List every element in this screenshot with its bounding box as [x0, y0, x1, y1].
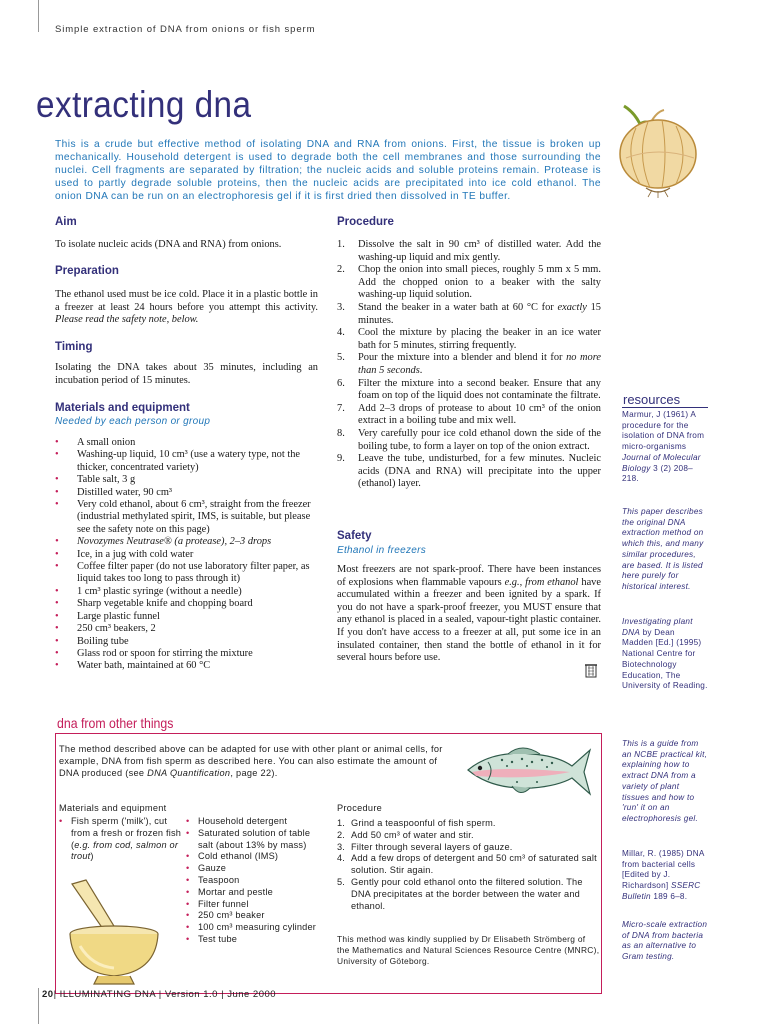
procedure-step [337, 842, 599, 854]
resource-note-text: This paper describes the original DNA extraction method on which this, and many similar procedures, are based. It is listed here purely for historical interest. [622, 507, 704, 591]
step-number: 1. [337, 818, 346, 828]
preparation-text [55, 289, 318, 327]
step-number: 3. [337, 301, 345, 313]
list-item: • Coffee filter paper (do not use laboratory filter paper, as liquid takes too long to pass through it) [55, 561, 320, 586]
preparation-safety-note: Please read the safety note, below. [55, 314, 199, 326]
box-intro [59, 744, 447, 779]
step-text: Leave the tube, undisturbed, for a few minutes. Nucleic acids (DNA and RNA) will precipitate into the upper (ethanol) layer. [358, 453, 601, 490]
box-intro-emphasis: DNA Quantification [147, 767, 231, 778]
step-number: 7. [337, 402, 345, 414]
safety-heading: Safety [337, 530, 372, 542]
box-procedure-list [337, 818, 599, 912]
procedure-step [337, 378, 601, 403]
procedure-step [337, 264, 601, 302]
step-text: Very carefully pour ice cold ethanol down the side of the boiling tube, to form a layer on top of the onion extract. [358, 427, 601, 452]
resources-rule [622, 407, 708, 408]
safety-text-part: have accumulated within a freezer and been ignited by a spark. If you do not have a spark-proof freezer, you MUST ensure that any ethanol is placed in a sealed, vapour-tight plastic container. If you don't have access to a freezer at all, put some ice in an insulated container, then stand the bottle of ethanol in it for several hours before use. [337, 576, 601, 664]
procedure-step [337, 403, 601, 428]
resource-journal: SSERC Bulletin [622, 881, 701, 901]
list-item: • Filter funnel [186, 899, 326, 911]
step-number: 5. [337, 352, 345, 364]
materials-heading: Materials and equipment [55, 402, 190, 414]
procedure-step [337, 877, 599, 912]
timing-heading: Timing [55, 341, 93, 353]
materials-list [55, 437, 320, 673]
list-item: • Mortar and pestle [186, 887, 326, 899]
list-item [55, 536, 320, 548]
list-item [59, 816, 183, 863]
step-number: 5. [337, 876, 346, 887]
step-text: Cool the mixture by placing the beaker in an ice water bath for 5 minutes, stirring frequently. [358, 327, 601, 351]
procedure-step [337, 302, 601, 327]
list-item: • Water bath, maintained at 60 °C [55, 660, 320, 672]
list-item: • Large plastic funnel [55, 611, 320, 623]
preparation-body: The ethanol used must be ice cold. Place it in a plastic bottle in a freezer at least 24 hours before you attempt this activity. [55, 289, 318, 313]
step-number: 8. [337, 427, 345, 439]
list-item: • 250 cm³ beaker [186, 910, 326, 922]
step-number: 1. [337, 239, 345, 250]
procedure-step [337, 327, 601, 352]
resource-note [622, 739, 708, 825]
procedure-step [337, 853, 599, 877]
aim-text: To isolate nucleic acids (DNA and RNA) from onions. [55, 239, 282, 250]
step-emphasis: no more than 5 seconds [358, 352, 601, 376]
list-item: • 1 cm³ plastic syringe (without a needle) [55, 586, 320, 598]
procedure-step [337, 818, 599, 830]
list-item: • Glass rod or spoon for stirring the mixture [55, 648, 320, 660]
resource-text: Millar, R. (1985) DNA from bacterial cells [Edited by J. Richardson] [622, 849, 705, 891]
resource-note-text: This is a guide from an NCBE practical kit, explaining how to extract DNA from a variety of plant tissues and how to 'run' it on an electrophoresis gel. [622, 739, 708, 823]
list-item: • Ice, in a jug with cold water [55, 549, 320, 561]
list-item: • Table salt, 3 g [55, 474, 320, 486]
resource-journal: Journal of Molecular Biology [622, 452, 701, 473]
safety-text [337, 564, 601, 665]
box-credit: This method was kindly supplied by Dr Elisabeth Strömberg of the Mathematics and Natural Sciences Resource Centre (MNRC), University of Göteborg. [337, 934, 600, 966]
step-number: 3. [337, 841, 346, 852]
list-item: • 250 cm³ beakers, 2 [55, 623, 320, 635]
step-text: Add 50 cm³ of water and stir. [351, 829, 474, 840]
step-text: Grind a teaspoonful of fish sperm. [351, 818, 496, 828]
list-item: • Distilled water, 90 cm³ [55, 487, 320, 499]
preparation-heading: Preparation [55, 265, 119, 277]
step-text-end: 15 minutes. [358, 301, 601, 326]
fish-illustration [462, 736, 594, 804]
resource-entry [622, 849, 708, 903]
list-item-end: ) [90, 851, 94, 862]
safety-text-part: Most freezers are not spark-proof. There have been instances of explosions when flammable vapours [337, 564, 601, 588]
step-number: 4. [337, 853, 346, 864]
timing-text: Isolating the DNA takes about 35 minutes, including an incubation period of 15 minutes. [55, 362, 318, 386]
resource-note [622, 507, 708, 593]
footer-text: | ILLUMINATING DNA | Version 1.0 | June 2000 [53, 989, 277, 1000]
resource-note [622, 920, 708, 963]
margin-rule-top [38, 0, 39, 32]
step-text-end: . [419, 364, 423, 376]
step-text: Gently pour cold ethanol onto the filtered solution. The DNA precipitates at the border between the water and ethanol. [351, 876, 583, 911]
running-header: Simple extraction of DNA from onions or fish sperm [55, 24, 316, 35]
list-item: • 100 cm³ measuring cylinder [186, 922, 326, 934]
procedure-step [337, 239, 601, 264]
list-item: • Boiling tube [55, 636, 320, 648]
page-number: 20 [42, 989, 54, 1000]
box-intro-end: , page 22). [230, 767, 278, 778]
step-number: 4. [337, 327, 345, 339]
box-materials-list [186, 816, 326, 946]
mortar-pestle-illustration [62, 876, 162, 988]
step-text: Dissolve the salt in 90 cm³ of distilled water. Add the washing-up liquid and mix gently. [358, 239, 601, 263]
materials-subheading: Needed by each person or group [55, 416, 211, 427]
resource-text-end: 3 (2) 208–218. [622, 463, 693, 484]
procedure-heading: Procedure [337, 216, 394, 228]
step-emphasis: exactly [557, 301, 587, 313]
list-item-emphasis: e.g. from cod, salmon or trout [71, 839, 179, 862]
step-number: 2. [337, 264, 345, 276]
aim-heading: Aim [55, 216, 77, 228]
list-item: • Household detergent [186, 816, 326, 828]
step-text: Add a few drops of detergent and 50 cm³ of saturated salt solution. Stir again. [351, 853, 597, 876]
page-footer [42, 989, 276, 1000]
procedure-list [337, 239, 601, 491]
step-text: Pour the mixture into a blender and blend it for [358, 352, 563, 364]
safety-emphasis: e.g., from ethanol [504, 576, 579, 588]
resource-text: by Dean Madden [Ed.] (1995) National Centre for Biotechnology Education, The University of Reading. [622, 627, 708, 691]
list-item: • Cold ethanol (IMS) [186, 851, 326, 863]
margin-rule-bottom [38, 988, 39, 1024]
procedure-step [337, 428, 601, 453]
resource-entry [622, 617, 708, 692]
resource-text-end: 189 6–8. [653, 891, 688, 901]
procedure-step [337, 453, 601, 491]
box-materials-first [59, 816, 183, 863]
procedure-step [337, 830, 599, 842]
ice-container-icon [584, 662, 598, 678]
list-item-text: Novozymes Neutrase® (a protease), 2–3 drops [77, 536, 272, 548]
resource-note-text: Micro-scale extraction of DNA from bacteria as an alternative to Gram testing. [622, 920, 708, 962]
procedure-step [337, 352, 601, 377]
list-item: • Test tube [186, 934, 326, 946]
step-number: 9. [337, 453, 345, 465]
list-item: • Teaspoon [186, 875, 326, 887]
resource-title: Investigating plant DNA [622, 617, 693, 637]
box-title: dna from other things [57, 715, 179, 731]
list-item: • A small onion [55, 437, 320, 449]
list-item: • Sharp vegetable knife and chopping board [55, 598, 320, 610]
step-number: 6. [337, 377, 345, 389]
page-title: extracting dna [36, 84, 252, 125]
safety-subheading: Ethanol in freezers [337, 545, 427, 556]
onion-illustration [606, 98, 712, 198]
step-text: Stand the beaker in a water bath at 60 °C for [358, 301, 554, 313]
list-item-text: Fish sperm ('milk'), cut from a fresh or frozen fish ( [71, 816, 182, 850]
list-item: • Washing-up liquid, 10 cm³ (use a watery type, not the thicker, concentrated variety) [55, 449, 320, 474]
step-text: Filter the mixture into a second beaker. Ensure that any foam on top of the liquid does not contaminate the filtrate. [358, 377, 601, 402]
box-intro-text: The method described above can be adapted for use with other plant or animal cells, for example, DNA from fish sperm as described here. You can also estimate the amount of DNA produced (see [59, 744, 443, 778]
step-text: Add 2–3 drops of protease to about 10 cm³ of the onion extract in a boiling tube and mix well. [358, 402, 601, 427]
step-number: 2. [337, 829, 346, 840]
step-text: Chop the onion into small pieces, roughly 5 mm x 5 mm. Add the chopped onion to a beaker with the salty washing-up liquid solution. [358, 264, 601, 301]
box-materials-heading: Materials and equipment [59, 803, 167, 813]
resource-text: Marmur, J (1961) A procedure for the isolation of DNA from micro-organisms [622, 410, 705, 452]
resources-heading: resources [623, 392, 681, 407]
box-procedure-heading: Procedure [337, 803, 383, 813]
list-item: • Very cold ethanol, about 6 cm³, straight from the freezer (industrial methylated spirit, IMS, is suitable, but please see the safety note on this page) [55, 499, 320, 536]
list-item: • Saturated solution of table salt (about 13% by mass) [186, 828, 326, 852]
step-text: Filter through several layers of gauze. [351, 841, 513, 852]
resource-entry [622, 410, 708, 485]
intro-paragraph: This is a crude but effective method of isolating DNA and RNA from onions. First, the tissue is broken up mechanically. Household detergent is used to degrade both the cell membranes and those surrounding the nuclei. Cell fragments are separated by filtration; the nucleic acids and soluble proteins remain. Protease is used to partly degrade soluble proteins, then the nucleic acids are precipitated into ice cold ethanol. The onion DNA can be run on an electrophoresis gel if it is first dried then dissolved in TE buffer. [55, 139, 601, 202]
list-item: • Gauze [186, 863, 326, 875]
